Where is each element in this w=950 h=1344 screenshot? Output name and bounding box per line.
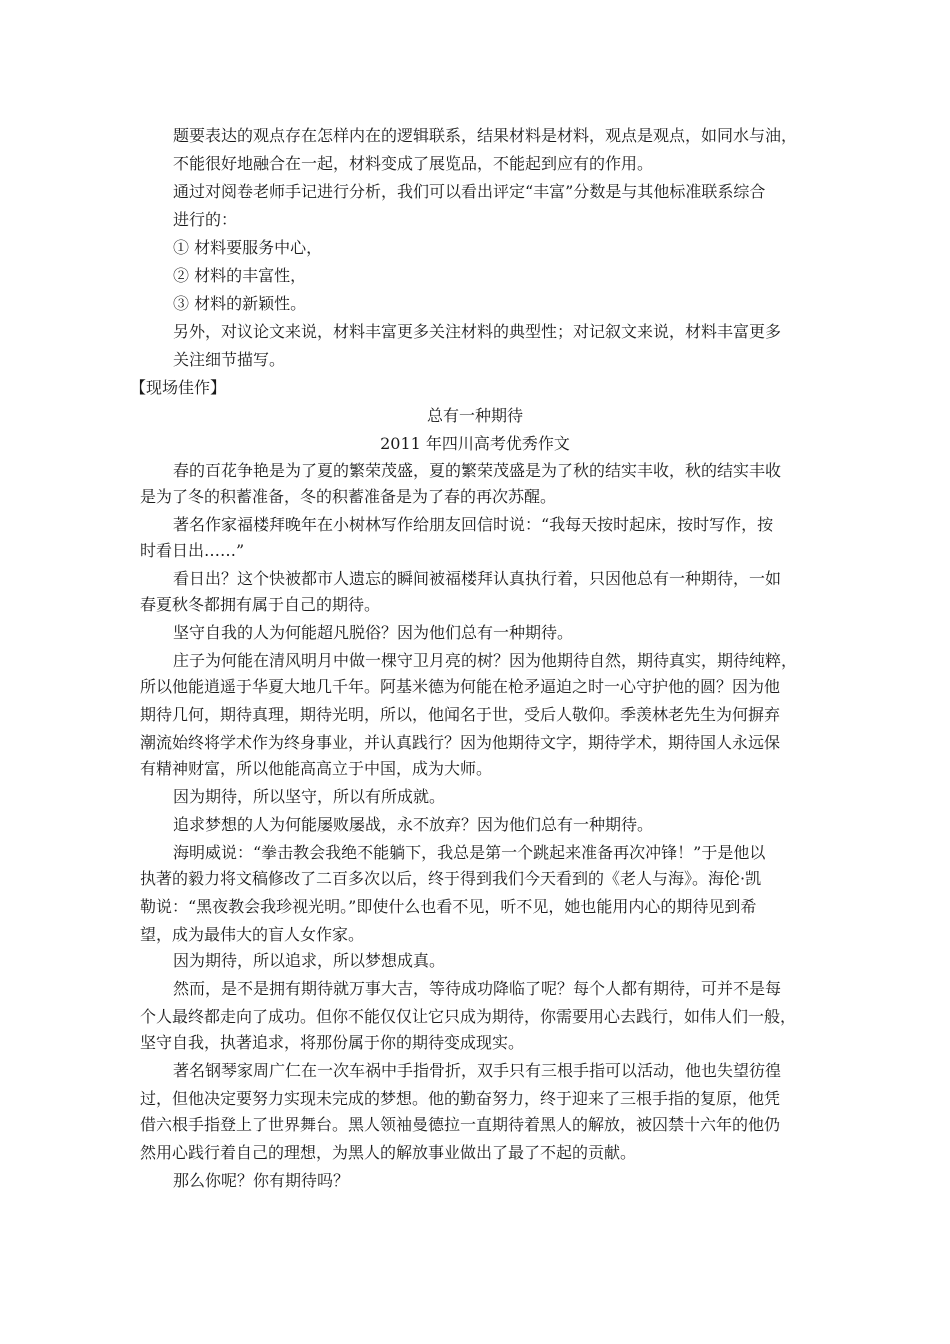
essay-line: 过，但他决定要努力实现未完成的梦想。他的勤奋努力，终于迎来了三根手指的复原，他凭 [140, 1089, 781, 1108]
upper-line: 题要表达的观点存在怎样内在的逻辑联系，结果材料是材料，观点是观点，如同水与油， [173, 126, 798, 145]
essay-line: 有精神财富，所以他能高高立于中国，成为大师。 [140, 759, 493, 778]
essay-line: 海明威说：“拳击教会我绝不能躺下，我总是第一个跳起来准备再次冲锋！”于是他以 [173, 843, 766, 862]
section-label: 【现场佳作】 [130, 378, 227, 397]
essay-line: 是为了冬的积蓄准备，冬的积蓄准备是为了春的再次苏醒。 [140, 487, 557, 506]
list-item: ① 材料要服务中心， [173, 238, 323, 257]
essay-line: 因为期待，所以追求，所以梦想成真。 [173, 951, 446, 970]
essay-line: 坚守自我，执著追求，将那份属于你的期待变成现实。 [140, 1033, 525, 1052]
essay-line: 然用心践行着自己的理想，为黑人的解放事业做出了最了不起的贡献。 [140, 1143, 637, 1162]
essay-line: 潮流始终将学术作为终身事业，并认真践行？因为他期待文字，期待学术，期待国人永远保 [140, 733, 781, 752]
essay-line: 春的百花争艳是为了夏的繁荣茂盛，夏的繁荣茂盛是为了秋的结实丰收，秋的结实丰收 [173, 461, 782, 480]
essay-line: 执著的毅力将文稿修改了二百多次以后，终于得到我们今天看到的《老人与海》。海伦·凯 [140, 869, 762, 888]
essay-line: 那么你呢？你有期待吗？ [173, 1171, 350, 1190]
upper-line: 进行的： [173, 210, 238, 229]
upper-line: 不能很好地融合在一起，材料变成了展览品，不能起到应有的作用。 [173, 154, 654, 173]
essay-line: 坚守自我的人为何能超凡脱俗？因为他们总有一种期待。 [173, 623, 574, 642]
essay-line: 望，成为最伟大的盲人女作家。 [140, 925, 365, 944]
essay-line: 著名钢琴家周广仁在一次车祸中手指骨折，双手只有三根手指可以活动，他也失望彷徨 [173, 1061, 782, 1080]
essay-line: 个人最终都走向了成功。但你不能仅仅让它只成为期待，你需要用心去践行，如伟人们一般， [140, 1007, 797, 1026]
list-item: ③ 材料的新颖性。 [173, 294, 307, 313]
upper-line: 关注细节描写。 [173, 350, 286, 369]
upper-line: 另外，对议论文来说，材料丰富更多关注材料的典型性；对记叙文来说，材料丰富更多 [173, 322, 782, 341]
upper-line: 通过对阅卷老师手记进行分析，我们可以看出评定“丰富”分数是与其他标准联系综合 [173, 182, 766, 201]
essay-line: 勒说：“黑夜教会我珍视光明。”即使什么也看不见，听不见，她也能用内心的期待见到希 [140, 897, 757, 916]
essay-line: 庄子为何能在清风明月中做一棵守卫月亮的树？因为他期待自然，期待真实，期待纯粹， [173, 651, 798, 670]
essay-line: 然而，是不是拥有期待就万事大吉，等待成功降临了呢？每个人都有期待，可并不是每 [173, 979, 782, 998]
essay-line: 所以他能逍遥于华夏大地几千年。阿基米德为何能在枪矛逼迫之时一心守护他的圆？因为他 [140, 677, 781, 696]
essay-line: 借六根手指登上了世界舞台。黑人领袖曼德拉一直期待着黑人的解放，被囚禁十六年的他仍 [140, 1115, 781, 1134]
essay-line: 期待几何，期待真理，期待光明，所以，他闻名于世，受后人敬仰。季羡林老先生为何摒弃 [140, 705, 781, 724]
essay-line: 春夏秋冬都拥有属于自己的期待。 [140, 595, 381, 614]
essay-line: 因为期待，所以坚守，所以有所成就。 [173, 787, 446, 806]
list-item: ② 材料的丰富性， [173, 266, 307, 285]
essay-line: 追求梦想的人为何能屡败屡战，永不放弃？因为他们总有一种期待。 [173, 815, 654, 834]
essay-subtitle: 2011 年四川高考优秀作文 [380, 434, 570, 453]
essay-title: 总有一种期待 [426, 406, 523, 425]
essay-line: 时看日出……” [140, 541, 245, 560]
essay-line: 看日出？这个快被都市人遗忘的瞬间被福楼拜认真执行着，只因他总有一种期待，一如 [173, 569, 782, 588]
essay-line: 著名作家福楼拜晚年在小树林写作给朋友回信时说：“我每天按时起床，按时写作，按 [173, 515, 774, 534]
